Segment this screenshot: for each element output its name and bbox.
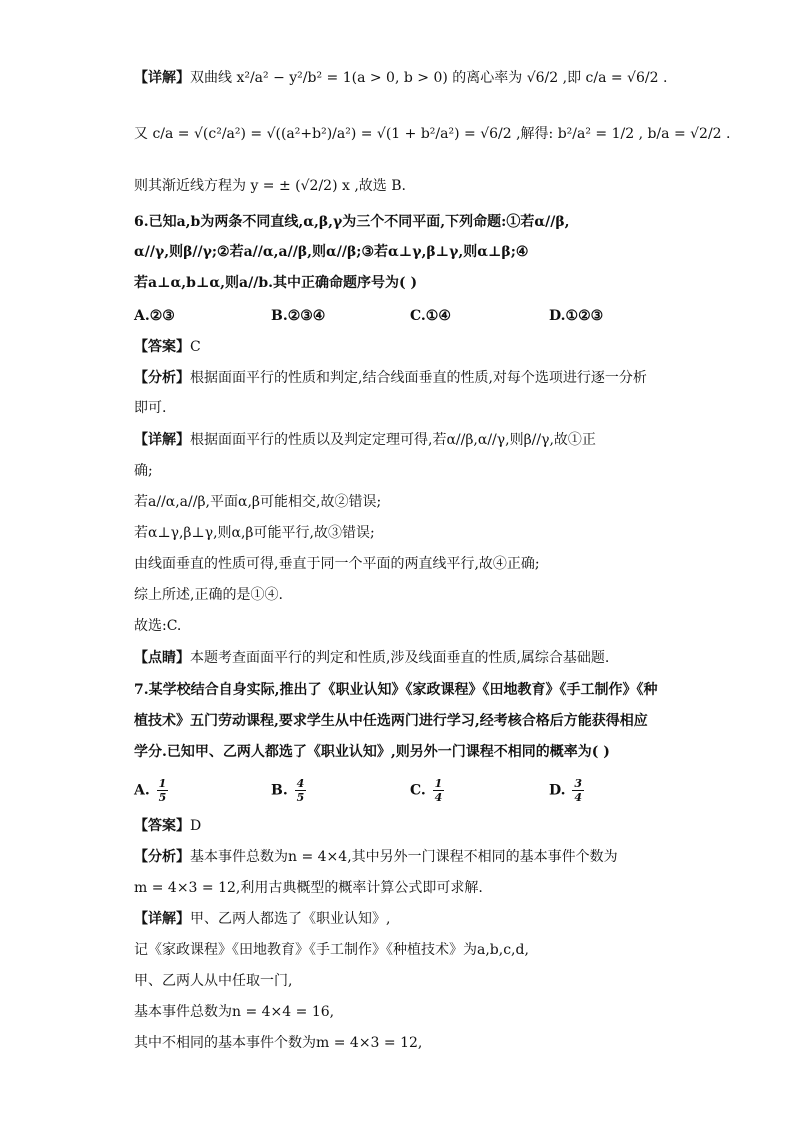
analysis-text: 基本事件总数为n = 4×4,其中另外一门课程不相同的基本事件个数为 — [190, 849, 618, 865]
comment-tag: 【点睛】 — [134, 650, 190, 666]
solution-line-1 — [134, 68, 698, 88]
analysis-text: 根据面面平行的性质和判定,结合线面垂直的性质,对每个选项进行逐一分析 — [190, 370, 647, 386]
question-7-detail-line-5: 其中不相同的基本事件个数为m = 4×3 = 12, — [134, 1035, 423, 1051]
detail-tag: 【详解】 — [134, 70, 190, 86]
question-7-option-a: A. $\frac{1}{5}$ — [134, 777, 167, 804]
question-6-line-1: 6.已知a,b为两条不同直线,α,β,γ为三个不同平面,下列命题:①若α//β, — [134, 214, 570, 230]
question-6-detail-line-4: 若α⊥γ,β⊥γ,则α,β可能平行,故③错误; — [134, 525, 375, 541]
question-7-line-2: 植技术》五门劳动课程,要求学生从中任选两门进行学习,经考核合格后方能获得相应 — [134, 713, 648, 729]
question-7-option-b: B. $\frac{4}{5}$ — [271, 777, 305, 804]
question-7-analysis-line-2: m = 4×3 = 12,利用古典概型的概率计算公式即可求解. — [134, 880, 483, 896]
question-6-option-d: D.①②③ — [549, 308, 604, 324]
analysis-tag: 【分析】 — [134, 849, 190, 865]
question-6-line-3: 若a⊥α,b⊥α,则a//b.其中正确命题序号为( ) — [134, 275, 418, 291]
answer-tag: 【答案】 — [134, 339, 190, 355]
question-6-analysis-line-2: 即可. — [134, 400, 167, 416]
question-7-detail-line-3: 甲、乙两人从中任取一门, — [134, 973, 293, 989]
detail-text: 根据面面平行的性质以及判定定理可得,若α//β,α//γ,则β//γ,故①正 — [190, 432, 596, 448]
question-6-detail-line-6: 综上所述,正确的是①④. — [134, 587, 283, 603]
answer-value: C — [190, 339, 201, 355]
question-6-line-2: α//γ,则β//γ;②若a//α,a//β,则α//β;③若α⊥γ,β⊥γ,则α⊥β;④ — [134, 244, 529, 260]
option-fraction: $\frac{1}{4}$ — [434, 777, 443, 804]
analysis-tag: 【分析】 — [134, 370, 190, 386]
detail-text: 甲、乙两人都选了《职业认知》, — [190, 911, 391, 927]
solution-line-2: 又 c/a = √(c²/a²) = √((a²+b²)/a²) = √(1 + b²/a²) = √6/2 ,解得: b²/a² = 1/2 , b/a = √2/2 . — [134, 126, 731, 142]
question-6-option-a: A.②③ — [134, 308, 175, 324]
option-fraction: $\frac{3}{4}$ — [574, 777, 583, 804]
question-7-line-3: 学分.已知甲、乙两人都选了《职业认知》,则另外一门课程不相同的概率为( ) — [134, 744, 610, 760]
option-fraction: $\frac{1}{5}$ — [158, 777, 167, 804]
question-6-detail-line-3: 若a//α,a//β,平面α,β可能相交,故②错误; — [134, 494, 382, 510]
question-6-detail-line-5: 由线面垂直的性质可得,垂直于同一个平面的两直线平行,故④正确; — [134, 556, 540, 572]
question-6-answer — [134, 337, 698, 357]
question-7-detail-line-1 — [134, 909, 698, 929]
answer-tag: 【答案】 — [134, 818, 190, 834]
detail-tag: 【详解】 — [134, 911, 190, 927]
question-7-detail-line-4: 基本事件总数为n = 4×4 = 16, — [134, 1004, 335, 1020]
solution-text-1: 双曲线 x²/a² − y²/b² = 1(a > 0, b > 0) 的离心率为 √6/2 ,即 c/a = √6/2 . — [190, 70, 668, 86]
question-6-detail-line-1 — [134, 430, 698, 450]
question-7-answer — [134, 816, 698, 836]
question-7-option-c: C. $\frac{1}{4}$ — [410, 777, 443, 804]
comment-text: 本题考查面面平行的判定和性质,涉及线面垂直的性质,属综合基础题. — [190, 650, 610, 666]
question-6-comment — [134, 648, 698, 668]
question-6-detail-line-2: 确; — [134, 463, 153, 479]
question-7-analysis-line-1 — [134, 847, 698, 867]
question-7-line-1: 7.某学校结合自身实际,推出了《职业认知》《家政课程》《田地教育》《手工制作》《种 — [134, 682, 658, 698]
answer-value: D — [190, 818, 202, 834]
question-6-analysis-line-1 — [134, 368, 698, 388]
question-7-detail-line-2: 记《家政课程》《田地教育》《手工制作》《种植技术》为a,b,c,d, — [134, 942, 529, 958]
question-6-detail-line-7: 故选:C. — [134, 618, 182, 634]
question-6-option-c: C.①④ — [410, 308, 451, 324]
option-fraction: $\frac{4}{5}$ — [296, 777, 305, 804]
question-7-option-d: D. $\frac{3}{4}$ — [549, 777, 583, 804]
detail-tag: 【详解】 — [134, 432, 190, 448]
solution-line-3: 则其渐近线方程为 y = ± (√2/2) x ,故选 B. — [134, 178, 406, 194]
question-6-option-b: B.②③④ — [271, 308, 326, 324]
